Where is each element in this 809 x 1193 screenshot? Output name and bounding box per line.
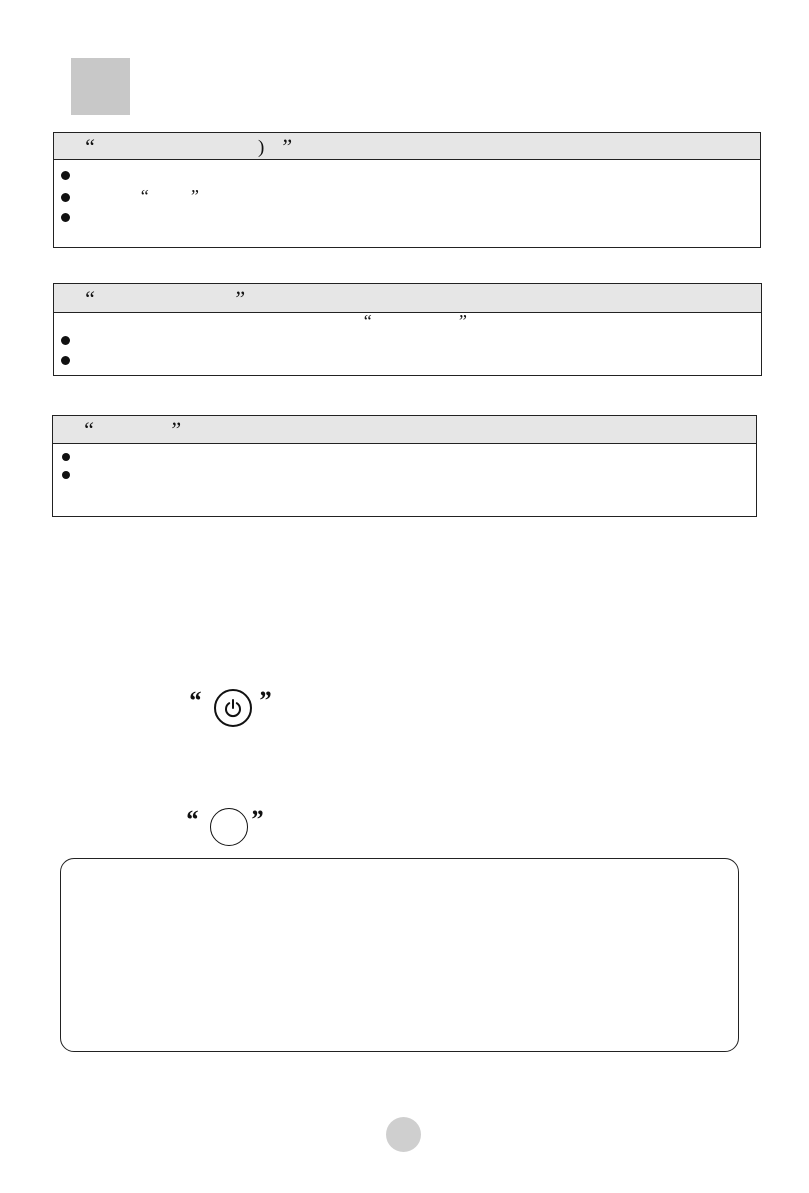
close-quote: ” (169, 417, 182, 442)
info-box-1 (53, 132, 761, 248)
open-quote: “ (82, 417, 95, 442)
close-quote: ” (250, 805, 263, 834)
section-marker (71, 58, 130, 115)
bullet (61, 193, 70, 202)
open-quote: “ (83, 134, 96, 159)
bullet (61, 213, 70, 222)
round-button[interactable] (210, 808, 248, 846)
open-quote: “ (139, 186, 150, 206)
close-quote: ” (280, 134, 293, 159)
page-number-circle (386, 1117, 421, 1152)
close-quote: ” (189, 186, 200, 206)
open-quote: “ (185, 805, 198, 834)
power-button[interactable] (214, 689, 252, 727)
info-box-3-header (53, 416, 756, 444)
bullet (62, 471, 70, 479)
info-box-3 (52, 415, 757, 517)
bullet (61, 356, 70, 365)
note-box (60, 858, 739, 1052)
bullet (62, 453, 70, 461)
info-box-2 (53, 283, 762, 376)
info-box-1-header (54, 133, 760, 160)
bullet (61, 336, 70, 345)
power-icon (223, 698, 243, 718)
open-quote: “ (362, 311, 373, 331)
open-quote: “ (83, 286, 96, 311)
info-box-2-header (54, 284, 761, 313)
close-quote: ” (258, 686, 271, 715)
close-quote: ” (233, 286, 246, 311)
close-paren: ) (258, 137, 265, 158)
open-quote: “ (188, 686, 201, 715)
bullet (61, 171, 70, 180)
close-quote: ” (457, 311, 468, 331)
